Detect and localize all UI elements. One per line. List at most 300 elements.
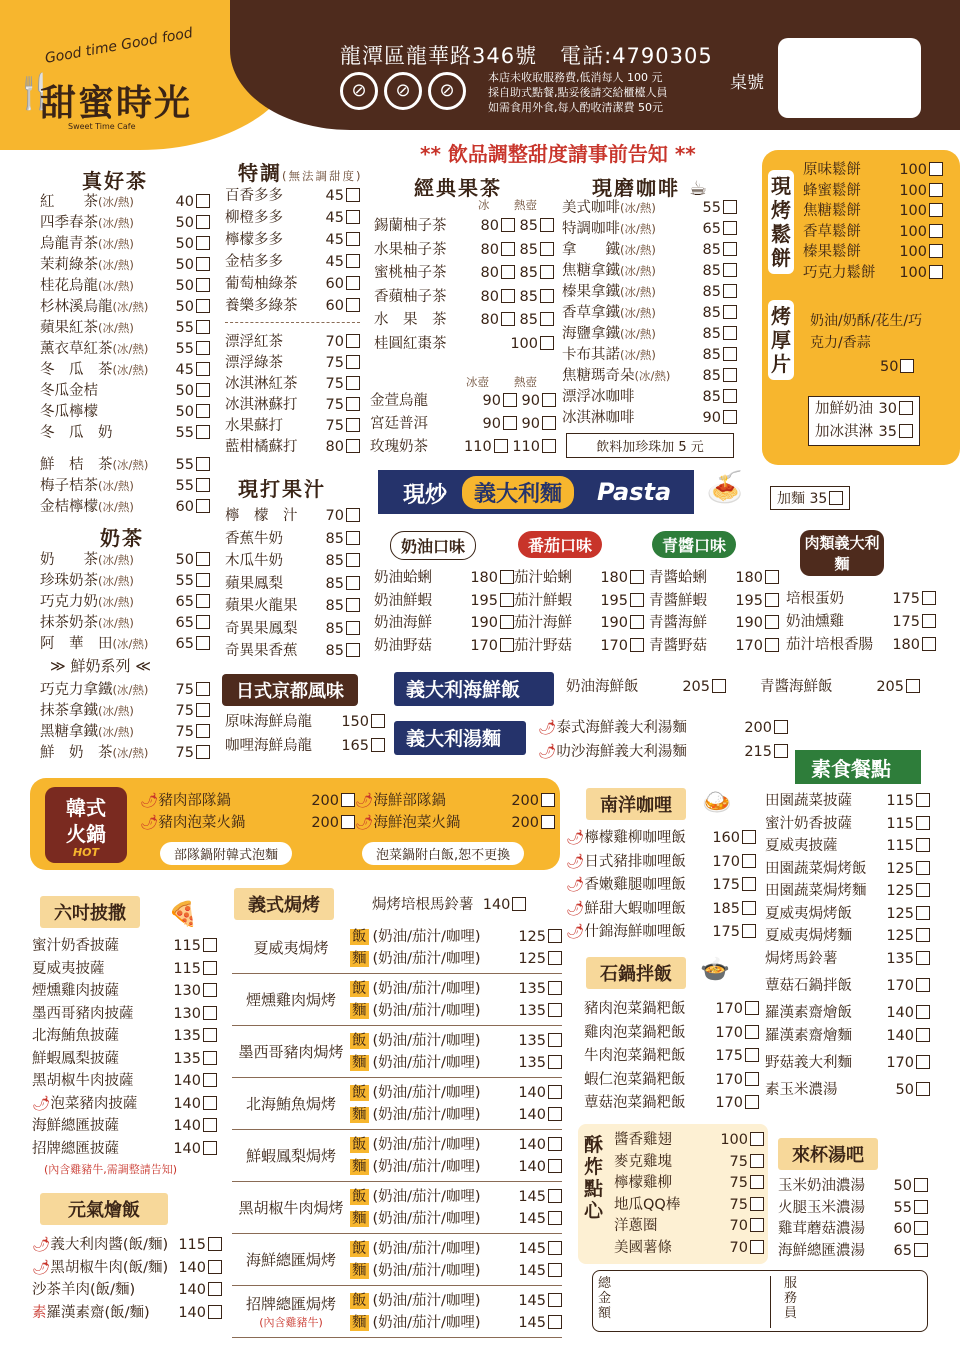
item-checkbox[interactable]	[916, 793, 930, 807]
item-name	[225, 185, 283, 207]
item-checkbox[interactable]	[742, 924, 756, 938]
item-checkbox[interactable]	[540, 289, 554, 303]
item-checkbox[interactable]	[540, 312, 554, 326]
item-checkbox[interactable]	[774, 744, 788, 758]
item-checkbox[interactable]	[548, 1189, 562, 1203]
item-checkbox[interactable]	[750, 1240, 764, 1254]
item-price-group	[176, 339, 210, 360]
item-checkbox[interactable]	[750, 1132, 764, 1146]
item-label: 玫瑰奶茶	[370, 439, 428, 455]
item-checkbox[interactable]	[500, 615, 514, 629]
item-checkbox[interactable]	[196, 383, 210, 397]
item-checkbox[interactable]	[371, 714, 385, 728]
item-checkbox[interactable]	[196, 594, 210, 608]
toast-checkbox[interactable]	[900, 359, 914, 373]
item-price: 55	[175, 425, 194, 441]
item-checkbox[interactable]	[916, 883, 930, 897]
item-checkbox[interactable]	[346, 232, 360, 246]
gratin-price: 125	[518, 926, 562, 948]
item-checkbox[interactable]	[196, 425, 210, 439]
menu-item	[225, 595, 360, 618]
col-hot-pot: 熱壺	[514, 375, 537, 389]
item-price: 200	[511, 815, 539, 831]
item-checkbox[interactable]	[203, 1006, 217, 1020]
item-checkbox[interactable]	[371, 738, 385, 752]
item-checkbox[interactable]	[196, 552, 210, 566]
item-checkbox[interactable]	[501, 312, 515, 326]
item-price-group	[730, 1195, 764, 1217]
item-checkbox[interactable]	[196, 257, 210, 271]
item-checkbox[interactable]	[723, 284, 737, 298]
item-checkbox[interactable]	[548, 1085, 562, 1099]
korean-list	[140, 790, 560, 834]
gratin-option	[350, 1208, 562, 1230]
curry-title: 南洋咖哩	[586, 788, 686, 820]
address: 龍潭區龍華路346號	[340, 44, 538, 68]
item-label: 焦糖鬆餅	[803, 203, 861, 219]
item-checkbox[interactable]	[723, 347, 737, 361]
item-checkbox[interactable]	[548, 951, 562, 965]
item-checkbox[interactable]	[203, 1051, 217, 1065]
item-checkbox[interactable]	[723, 305, 737, 319]
item-checkbox[interactable]	[765, 638, 779, 652]
item-checkbox[interactable]	[723, 389, 737, 403]
item-label: 青醬蛤蜊	[649, 570, 707, 586]
item-checkbox[interactable]	[346, 397, 360, 411]
item-checkbox[interactable]	[742, 854, 756, 868]
item-price-group	[600, 612, 644, 635]
item-name	[803, 263, 876, 284]
item-name	[40, 381, 98, 402]
item-checkbox[interactable]	[346, 376, 360, 390]
item-checkbox[interactable]	[723, 326, 737, 340]
item-checkbox[interactable]	[548, 1293, 562, 1307]
item-checkbox[interactable]	[548, 1107, 562, 1121]
item-checkbox[interactable]	[196, 682, 210, 696]
item-checkbox[interactable]	[541, 793, 555, 807]
item-checkbox[interactable]	[208, 1260, 222, 1274]
item-checkbox[interactable]	[914, 1200, 928, 1214]
item-price-group	[899, 263, 943, 284]
stonepot-icon: 🍲	[700, 955, 730, 983]
item-checkbox[interactable]	[548, 1159, 562, 1173]
item-checkbox[interactable]	[346, 643, 360, 657]
item-checkbox[interactable]	[196, 636, 210, 650]
item-name	[374, 286, 447, 310]
item-price-group	[703, 261, 737, 282]
item-checkbox[interactable]	[542, 393, 556, 407]
item-checkbox[interactable]	[914, 1221, 928, 1235]
item-price: 50	[175, 278, 194, 294]
item-checkbox[interactable]	[203, 1141, 217, 1155]
kyoto-list	[225, 710, 385, 758]
item-checkbox[interactable]	[630, 593, 644, 607]
item-checkbox[interactable]	[914, 1178, 928, 1192]
item-checkbox[interactable]	[929, 244, 943, 258]
item-checkbox[interactable]	[346, 621, 360, 635]
item-checkbox[interactable]	[922, 614, 936, 628]
item-checkbox[interactable]	[548, 1315, 562, 1329]
gratin-name: 北海鮪魚焗烤	[245, 1095, 336, 1113]
gratin-options	[350, 1290, 562, 1334]
item-temp: (冰/熱)	[98, 279, 134, 293]
item-price: 165	[341, 738, 369, 754]
item-checkbox[interactable]	[712, 679, 726, 693]
item-price: 55	[175, 457, 194, 473]
item-checkbox[interactable]	[501, 265, 515, 279]
fork-icon: 🍴	[14, 72, 57, 112]
rice-noodle-icon: 麵	[352, 1002, 367, 1019]
item-price-group	[173, 1025, 217, 1048]
item-price-group	[176, 276, 210, 297]
item-checkbox[interactable]	[208, 1237, 222, 1251]
item-price-group	[744, 740, 788, 764]
item-price-group	[326, 374, 360, 395]
item-checkbox[interactable]	[745, 1001, 759, 1015]
item-price: 85	[702, 263, 721, 279]
item-name	[40, 497, 134, 518]
item-price: 100	[899, 162, 927, 178]
item-checkbox[interactable]	[542, 439, 556, 453]
gratin-row	[232, 974, 562, 1026]
gratin-option	[350, 1156, 562, 1178]
item-checkbox[interactable]	[503, 393, 517, 407]
item-checkbox[interactable]	[750, 1218, 764, 1232]
item-price-group	[173, 1003, 217, 1026]
pesto-list	[649, 567, 779, 657]
item-checkbox[interactable]	[745, 1025, 759, 1039]
item-checkbox[interactable]	[929, 203, 943, 217]
item-checkbox[interactable]	[542, 416, 556, 430]
item-checkbox[interactable]	[346, 531, 360, 545]
item-price-group	[173, 958, 217, 981]
item-label: 檸檬多多	[225, 232, 283, 248]
menu-item	[40, 722, 210, 743]
toast-price: 50	[880, 359, 899, 375]
waffle-title: 現烤鬆餅	[768, 170, 794, 274]
menu-item	[225, 251, 360, 273]
item-checkbox[interactable]	[346, 576, 360, 590]
item-checkbox[interactable]	[916, 816, 930, 830]
item-label: 蜜汁奶香披薩	[32, 938, 119, 954]
total-field[interactable]	[618, 1274, 768, 1328]
item-checkbox[interactable]	[548, 1033, 562, 1047]
gratin-opts: (奶油/茄汁/咖哩)	[372, 1106, 481, 1123]
item-label: 巧克力鬆餅	[803, 264, 876, 281]
gratin-options	[350, 1134, 562, 1178]
item-label: 豬肉泡菜鍋粑飯	[584, 1001, 686, 1017]
item-checkbox[interactable]	[346, 188, 360, 202]
item-checkbox[interactable]	[916, 928, 930, 942]
item-price-group	[600, 590, 644, 613]
item-price: 90	[482, 393, 501, 409]
item-checkbox[interactable]	[196, 341, 210, 355]
item-checkbox[interactable]	[742, 877, 756, 891]
item-checkbox[interactable]	[630, 615, 644, 629]
item-checkbox[interactable]	[501, 289, 515, 303]
item-checkbox[interactable]	[548, 1137, 562, 1151]
item-checkbox[interactable]	[346, 210, 360, 224]
item-checkbox[interactable]	[742, 830, 756, 844]
add-noodle-checkbox[interactable]	[829, 491, 843, 505]
item-checkbox[interactable]	[346, 254, 360, 268]
item-checkbox[interactable]	[196, 615, 210, 629]
gratin-opts: (奶油/茄汁/咖哩)	[372, 1292, 481, 1309]
item-checkbox[interactable]	[346, 418, 360, 432]
item-checkbox[interactable]	[723, 221, 737, 235]
item-price: 75	[175, 724, 194, 740]
gratin-price: 145	[518, 1312, 562, 1334]
gratin-row	[232, 1078, 562, 1130]
item-price: 70	[325, 334, 344, 350]
item-checkbox[interactable]	[196, 236, 210, 250]
item-checkbox[interactable]	[630, 570, 644, 584]
item-label: 鮮 奶 茶	[40, 745, 113, 761]
menu-item	[40, 550, 210, 571]
item-checkbox[interactable]	[196, 724, 210, 738]
item-checkbox[interactable]	[548, 1055, 562, 1069]
item-checkbox[interactable]	[929, 162, 943, 176]
item-checkbox[interactable]	[196, 194, 210, 208]
item-checkbox[interactable]	[208, 1282, 222, 1296]
item-price: 195	[470, 592, 498, 609]
menu-item	[765, 970, 930, 1002]
item-checkbox[interactable]	[906, 679, 920, 693]
item-checkbox[interactable]	[916, 861, 930, 875]
item-checkbox[interactable]	[494, 439, 508, 453]
item-price: 180	[892, 637, 920, 653]
item-price: 85	[519, 241, 538, 258]
item-name	[40, 701, 134, 722]
menu-item	[614, 1152, 764, 1174]
gratin-row	[232, 922, 562, 974]
item-checkbox[interactable]	[922, 591, 936, 605]
menu-item	[584, 998, 759, 1022]
item-checkbox[interactable]	[196, 320, 210, 334]
item-checkbox[interactable]	[630, 638, 644, 652]
item-temp: (冰/熱)	[98, 195, 134, 209]
item-price: 65	[175, 615, 194, 631]
item-checkbox[interactable]	[745, 1095, 759, 1109]
item-price-group	[482, 390, 556, 413]
item-price: 175	[712, 877, 740, 893]
coffee-title: 現磨咖啡 ☕	[592, 176, 709, 200]
item-checkbox[interactable]	[346, 334, 360, 348]
staff-field[interactable]	[804, 1274, 924, 1328]
item-checkbox[interactable]	[916, 1082, 930, 1096]
item-price: 115	[173, 938, 201, 954]
menu-item	[374, 612, 514, 635]
item-checkbox[interactable]	[916, 1055, 930, 1069]
item-checkbox[interactable]	[196, 362, 210, 376]
item-checkbox[interactable]	[203, 1118, 217, 1132]
item-price: 170	[715, 1024, 743, 1041]
item-checkbox[interactable]	[203, 1028, 217, 1042]
item-checkbox[interactable]	[774, 720, 788, 734]
item-checkbox[interactable]	[203, 961, 217, 975]
item-name	[566, 921, 686, 945]
item-price: 195	[600, 592, 628, 609]
item-checkbox[interactable]	[750, 1154, 764, 1168]
item-checkbox[interactable]	[548, 1263, 562, 1277]
item-checkbox[interactable]	[723, 263, 737, 277]
item-checkbox[interactable]	[196, 457, 210, 471]
item-checkbox[interactable]	[503, 416, 517, 430]
item-price-group	[879, 421, 913, 444]
item-checkbox[interactable]	[203, 1073, 217, 1087]
item-label: 漂浮冰咖啡	[562, 389, 635, 405]
pasta-title-1: 現炒	[403, 483, 448, 508]
item-label: 香草鬆餅	[803, 223, 861, 240]
item-checkbox[interactable]	[723, 200, 737, 214]
item-checkbox[interactable]	[916, 1005, 930, 1019]
item-name	[803, 222, 861, 243]
item-label: 奶油鮮蝦	[374, 592, 432, 609]
item-name	[765, 948, 838, 971]
item-checkbox[interactable]	[750, 1197, 764, 1211]
item-checkbox[interactable]	[914, 1243, 928, 1257]
item-checkbox[interactable]	[203, 1096, 217, 1110]
item-checkbox[interactable]	[916, 951, 930, 965]
item-checkbox[interactable]	[745, 1072, 759, 1086]
item-checkbox[interactable]	[916, 1028, 930, 1042]
item-label: 豬肉部隊鍋	[158, 793, 231, 809]
menu-item	[40, 634, 210, 655]
item-name	[32, 1115, 119, 1138]
item-checkbox[interactable]	[196, 745, 210, 759]
gratin-opts: (奶油/茄汁/咖哩)	[372, 1314, 481, 1331]
rice-dishes-list	[32, 1234, 222, 1324]
item-checkbox[interactable]	[196, 478, 210, 492]
gratin-opts: (奶油/茄汁/咖哩)	[372, 980, 481, 997]
item-checkbox[interactable]	[899, 401, 913, 415]
item-checkbox[interactable]	[346, 298, 360, 312]
item-checkbox[interactable]	[196, 573, 210, 587]
item-checkbox[interactable]	[723, 242, 737, 256]
gratin-options	[350, 978, 562, 1022]
item-temp: (冰/熱)	[112, 363, 149, 377]
item-checkbox[interactable]	[899, 424, 913, 438]
item-label: 薰衣草紅茶	[40, 341, 113, 357]
item-checkbox[interactable]	[196, 278, 210, 292]
item-checkbox[interactable]	[346, 598, 360, 612]
item-checkbox[interactable]	[346, 508, 360, 522]
item-checkbox[interactable]	[929, 265, 943, 279]
menu-item	[374, 590, 514, 613]
item-checkbox[interactable]	[723, 368, 737, 382]
menu-item	[374, 635, 514, 658]
item-label: 奶油蛤蜊	[374, 570, 432, 586]
item-checkbox[interactable]	[540, 218, 554, 232]
item-checkbox[interactable]	[346, 276, 360, 290]
gratin-row	[232, 1130, 562, 1182]
gratin-opts: (奶油/茄汁/咖哩)	[372, 1136, 481, 1153]
item-checkbox[interactable]	[346, 355, 360, 369]
item-price: 85	[325, 620, 344, 637]
chili-icon: 🌶	[355, 815, 374, 831]
item-checkbox[interactable]	[500, 570, 514, 584]
menu-item	[765, 1079, 930, 1102]
item-price-group	[899, 222, 943, 243]
item-label: 蕈菇泡菜鍋粑飯	[584, 1095, 686, 1111]
gratin-extra-checkbox[interactable]	[512, 897, 526, 911]
menu-item	[32, 935, 217, 958]
item-checkbox[interactable]	[196, 499, 210, 513]
item-checkbox[interactable]	[541, 815, 555, 829]
store-notes: 本店未收取服務費,低消每人 100 元 採自助式點餐,點妥後請交給櫃檯人員 如需食用外食,每人酌收清潔費 50元	[488, 71, 668, 114]
table-number-box[interactable]	[778, 38, 921, 118]
item-name	[370, 413, 428, 436]
item-checkbox[interactable]	[500, 593, 514, 607]
item-checkbox[interactable]	[203, 938, 217, 952]
item-checkbox[interactable]	[341, 793, 355, 807]
menu-item	[355, 790, 555, 812]
item-checkbox[interactable]	[196, 299, 210, 313]
item-checkbox[interactable]	[723, 410, 737, 424]
item-price: 75	[175, 682, 194, 698]
item-checkbox[interactable]	[346, 553, 360, 567]
chili-icon: 🌶	[355, 793, 374, 809]
item-checkbox[interactable]	[765, 570, 779, 584]
item-checkbox[interactable]	[548, 929, 562, 943]
item-label: 水果柚子茶	[374, 241, 447, 258]
item-checkbox[interactable]	[196, 404, 210, 418]
item-checkbox[interactable]	[540, 242, 554, 256]
item-checkbox[interactable]	[765, 615, 779, 629]
item-checkbox[interactable]	[745, 1048, 759, 1062]
item-label: 奇異果香蕉	[225, 643, 298, 659]
item-price: 140	[178, 1259, 206, 1276]
item-checkbox[interactable]	[929, 224, 943, 238]
item-checkbox[interactable]	[765, 593, 779, 607]
item-checkbox[interactable]	[916, 978, 930, 992]
menu-item	[40, 592, 210, 613]
item-checkbox[interactable]	[929, 183, 943, 197]
item-checkbox[interactable]	[208, 1305, 222, 1319]
gratin-option-label	[350, 1260, 481, 1282]
item-checkbox[interactable]	[341, 815, 355, 829]
item-checkbox[interactable]	[540, 265, 554, 279]
fruit-tea-list	[374, 215, 554, 356]
item-checkbox[interactable]	[548, 1241, 562, 1255]
gratin-option-label	[350, 1290, 481, 1312]
item-checkbox[interactable]	[196, 703, 210, 717]
item-label: 奶 茶	[40, 552, 98, 568]
item-checkbox[interactable]	[750, 1175, 764, 1189]
item-checkbox[interactable]	[922, 637, 936, 651]
item-checkbox[interactable]	[548, 1003, 562, 1017]
item-checkbox[interactable]	[548, 1211, 562, 1225]
item-checkbox[interactable]	[540, 336, 554, 350]
item-checkbox[interactable]	[203, 983, 217, 997]
item-checkbox[interactable]	[500, 638, 514, 652]
menu-item	[374, 333, 554, 357]
item-checkbox[interactable]	[742, 901, 756, 915]
item-checkbox[interactable]	[548, 981, 562, 995]
item-price-group	[176, 592, 210, 613]
item-checkbox[interactable]	[196, 215, 210, 229]
gratin-option	[350, 1238, 562, 1260]
gratin-option-label	[350, 1082, 481, 1104]
item-checkbox[interactable]	[916, 906, 930, 920]
item-checkbox[interactable]	[346, 439, 360, 453]
item-checkbox[interactable]	[501, 242, 515, 256]
item-checkbox[interactable]	[916, 838, 930, 852]
item-name	[562, 219, 656, 240]
item-checkbox[interactable]	[501, 218, 515, 232]
item-label: 黑糖拿鐵	[40, 724, 98, 740]
item-label: 培根蛋奶	[786, 591, 844, 607]
